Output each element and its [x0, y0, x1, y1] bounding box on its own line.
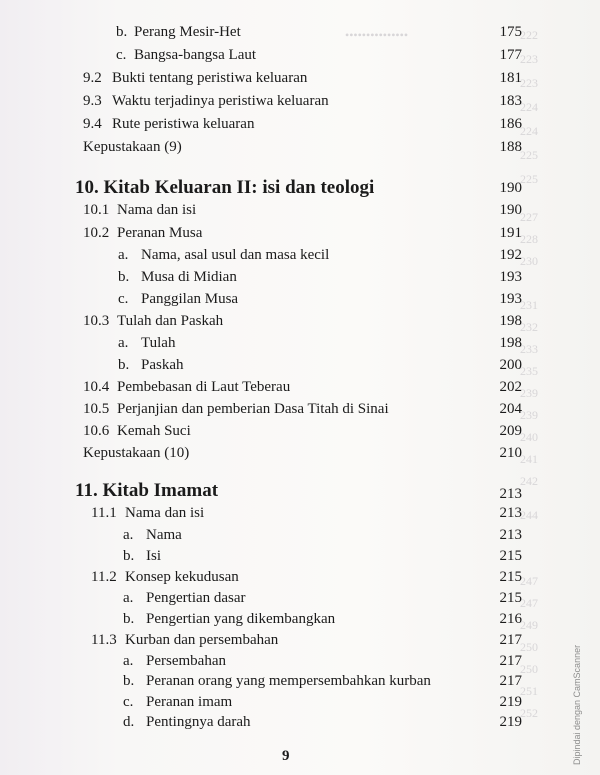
toc-entry-title: Pengertian yang dikembangkan — [146, 611, 336, 627]
chapter-number: 10. — [75, 177, 99, 198]
toc-entry-number: c. — [123, 694, 134, 710]
toc-entry-page: 183 — [499, 93, 522, 109]
toc-entry-title: Pengertian dasar — [146, 590, 246, 606]
toc-entry-title: Peranan orang yang mempersembahkan kurban — [146, 673, 431, 689]
toc-entry-title: Perang Mesir-Het — [134, 24, 241, 40]
chapter-title: Kitab Keluaran II: isi dan teologi — [103, 177, 375, 198]
toc-entry-title: Kepustakaan (9) — [83, 139, 182, 155]
toc-entry-page: 190 — [499, 202, 522, 218]
chapter-title: Kitab Imamat — [102, 480, 219, 501]
toc-entry-page: 210 — [499, 445, 522, 461]
toc-entry-number: b. — [116, 24, 128, 40]
toc-entry-page: 202 — [499, 379, 522, 395]
toc-entry-page: 209 — [499, 423, 522, 439]
toc-entry-title: Bangsa-bangsa Laut — [134, 47, 257, 63]
toc-entry-page: 216 — [499, 611, 522, 627]
toc-entry-title: Nama, asal usul dan masa kecil — [141, 247, 330, 263]
toc-entry-page: 198 — [499, 335, 522, 351]
toc-entry-title: Kurban dan persembahan — [125, 632, 279, 648]
toc-entry-page: 181 — [499, 70, 522, 86]
toc-entry-page: 186 — [499, 116, 522, 132]
toc-entry-page: 219 — [499, 694, 522, 710]
toc-entry-title: Paskah — [141, 357, 184, 373]
toc-entry-number: a. — [123, 653, 134, 669]
toc-entry-number: a. — [123, 590, 134, 606]
toc-entry-page: 193 — [499, 291, 522, 307]
toc-entry-title: Musa di Midian — [141, 269, 237, 285]
toc-entry-title: Kepustakaan (10) — [83, 445, 190, 461]
toc-entry-number: b. — [123, 548, 135, 564]
toc-entry-page: 192 — [499, 247, 522, 263]
toc-entry-page: 193 — [499, 269, 522, 285]
toc-entry-title: Nama dan isi — [117, 202, 197, 218]
toc-entry-title: Peranan imam — [146, 694, 233, 710]
toc-entry-page: 198 — [499, 313, 522, 329]
toc-entry-number: a. — [118, 335, 129, 351]
toc-entry-number: 10.2 — [83, 225, 110, 241]
toc-entry-title: Persembahan — [146, 653, 226, 669]
toc-entry-title: Rute peristiwa keluaran — [112, 116, 255, 132]
toc-entry-title: Nama — [146, 527, 182, 543]
toc-entry-number: 10.5 — [83, 401, 110, 417]
scanner-watermark: Dipindai dengan CamScanner — [572, 644, 582, 765]
toc-entry-page: 213 — [499, 527, 522, 543]
toc-entry-page: 204 — [499, 401, 522, 417]
toc-entry-page: 215 — [499, 548, 522, 564]
toc-entry-number: b. — [123, 611, 135, 627]
toc-entry-page: 200 — [499, 357, 522, 373]
toc-entry-page: 219 — [499, 714, 522, 730]
toc-entry-title: Pentingnya darah — [146, 714, 251, 730]
toc-entry-title: Perjanjian dan pemberian Dasa Titah di Sinai — [117, 401, 389, 417]
toc-entry-page: 177 — [499, 47, 522, 63]
toc-entry-title: Peranan Musa — [117, 225, 203, 241]
chapter-page: 213 — [499, 486, 522, 502]
toc-entry-title: Waktu terjadinya peristiwa keluaran — [112, 93, 329, 109]
toc-entry-number: 11.1 — [91, 505, 117, 521]
toc-entry-number: 9.4 — [83, 116, 102, 132]
toc-entry-title: Kemah Suci — [117, 423, 191, 439]
chapter-number: 11. — [75, 480, 98, 501]
toc-entry-number: d. — [123, 714, 135, 730]
toc-entry-title: Pembebasan di Laut Teberau — [117, 379, 291, 395]
toc-entry-number: 11.3 — [91, 632, 117, 648]
toc-entry-page: 188 — [499, 139, 522, 155]
toc-entry-number: 10.3 — [83, 313, 110, 329]
toc-entry-number: b. — [123, 673, 135, 689]
toc-entry-number: a. — [118, 247, 129, 263]
toc-entry-number: 10.4 — [83, 379, 110, 395]
toc-entry-page: 175 — [499, 24, 522, 40]
toc-entry-page: 217 — [499, 673, 522, 689]
toc-entry-number: b. — [118, 357, 130, 373]
toc-entry-number: a. — [123, 527, 134, 543]
toc-entry-title: Tulah — [141, 335, 176, 351]
toc-entry-page: 215 — [499, 569, 522, 585]
toc-entry-page: 217 — [499, 653, 522, 669]
toc-entry-number: b. — [118, 269, 130, 285]
toc-entry-number: 11.2 — [91, 569, 117, 585]
toc-entry-title: Isi — [146, 548, 161, 564]
chapter-page: 190 — [499, 180, 522, 196]
toc-entry-number: c. — [118, 291, 129, 307]
toc-entry-title: Panggilan Musa — [141, 291, 239, 307]
toc-entry-number: 9.2 — [83, 70, 102, 86]
page-number: 9 — [282, 748, 290, 764]
toc-entry-page: 217 — [499, 632, 522, 648]
toc-entry-number: c. — [116, 47, 127, 63]
toc-entry-title: Bukti tentang peristiwa keluaran — [112, 70, 308, 86]
bleed-through-text: ••••••••••••••• 222 223 223 224 224 225 225 227 228 230 231 232 233 235 239 239 240 241 242 244 247 247 249 250 250 251 252 — [345, 28, 538, 720]
toc-entry-number: 10.6 — [83, 423, 110, 439]
toc-entry-page: 191 — [499, 225, 522, 241]
toc-entry-title: Tulah dan Paskah — [117, 313, 224, 329]
toc-entry-page: 213 — [499, 505, 522, 521]
toc-entry-page: 215 — [499, 590, 522, 606]
toc-entry-title: Konsep kekudusan — [125, 569, 239, 585]
toc-entry-number: 10.1 — [83, 202, 110, 218]
toc-entry-number: 9.3 — [83, 93, 102, 109]
toc-entry-title: Nama dan isi — [125, 505, 205, 521]
